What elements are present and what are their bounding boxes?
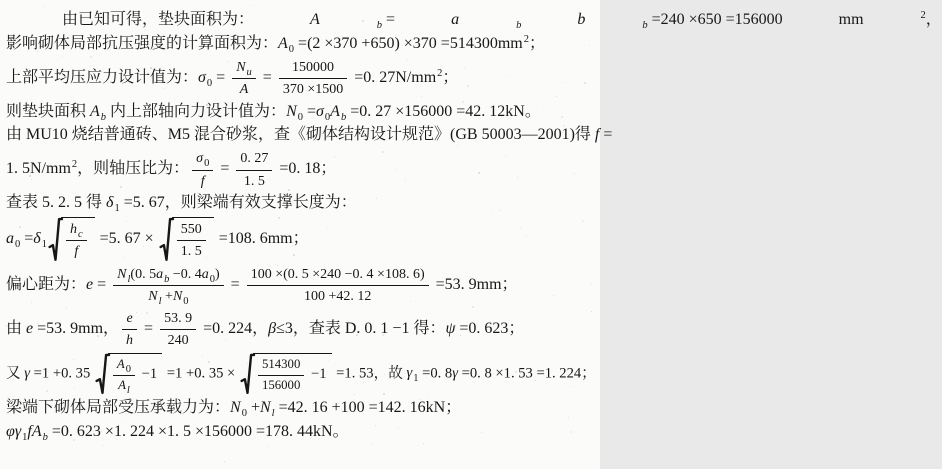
subscripted-symbol (15, 422, 28, 443)
symbol-subscript: 1 (22, 431, 28, 443)
unit-superscript: 2 (71, 159, 78, 171)
subscripted-symbol (156, 266, 169, 284)
fraction-numerator (113, 356, 135, 376)
subscripted-symbol (260, 398, 275, 419)
math-text: =53. 9mm； (431, 276, 518, 294)
formula-line (6, 58, 596, 99)
math-text: 又 (6, 365, 25, 382)
math-text: 240 (167, 333, 189, 349)
unit-superscript: 2 (523, 33, 529, 45)
subscripted-symbol (202, 266, 215, 284)
subscripted-symbol (6, 229, 20, 250)
square-root (241, 353, 332, 395)
symbol-subscript: 0 (288, 43, 295, 55)
symbol-base: σ (198, 68, 206, 86)
formula-line (6, 102, 596, 123)
math-variable: f (27, 422, 32, 440)
symbol-subscript: b (100, 111, 107, 123)
fraction-denominator (247, 286, 429, 306)
symbol-subscript: l (127, 273, 131, 285)
fraction (177, 220, 206, 261)
symbol-subscript: b (642, 20, 648, 31)
math-text: =0. 623 ×1. 224 ×1. 5 ×156000 =178. 44kN。 (47, 422, 349, 440)
math-text: 0. 27 (240, 151, 269, 167)
symbol-subscript: b (340, 111, 347, 123)
radicand (61, 217, 95, 262)
math-text: ) (215, 266, 220, 282)
math-text: 1. 5 (180, 244, 202, 260)
math-text: = (599, 126, 613, 144)
symbol-subscript: 1 (114, 203, 120, 215)
symbol-base: N (148, 289, 158, 305)
math-text: ≤3，查表 D. 0. 1 −1 得： (276, 320, 446, 338)
math-text: =5. 67，则梁端有效支撑长度为： (119, 194, 357, 212)
symbol-subscript: b (42, 431, 48, 443)
unit-base: mm (838, 11, 864, 28)
fraction-denominator (192, 171, 213, 191)
radicand (253, 353, 332, 395)
symbol-base: A (330, 102, 340, 120)
symbol-subscript: b (376, 20, 383, 31)
symbol-subscript: l (126, 384, 130, 396)
subscripted-symbol (230, 398, 247, 419)
math-variable: e (86, 276, 94, 294)
formula-line (6, 265, 596, 306)
fraction-denominator (177, 241, 206, 261)
fraction-numerator (279, 58, 347, 80)
formula-line (6, 149, 596, 190)
formula-line (6, 217, 596, 262)
square-root (160, 217, 214, 262)
superscripted-unit (498, 34, 529, 55)
subscripted-symbol (70, 221, 83, 239)
math-text: + (246, 398, 260, 416)
formula-line (6, 398, 596, 419)
math-text: (0. 5 (130, 266, 157, 282)
unit-base: mm (411, 68, 437, 86)
math-text: 影响砌体局部抗压强度的计算面积为： (6, 34, 279, 52)
fraction-denominator (236, 171, 272, 191)
fraction (236, 149, 272, 190)
fraction-denominator (122, 330, 137, 350)
unit-base: mm (497, 34, 523, 52)
math-text: =0. 18； (275, 160, 337, 178)
math-text: =108. 6mm； (214, 230, 309, 248)
math-text: 梁端下砌体局部受压承载力为： (6, 398, 231, 416)
symbol-base: σ (196, 151, 204, 167)
symbol-subscript: 0 (324, 111, 331, 123)
fraction-denominator (258, 376, 304, 394)
fraction (279, 58, 347, 99)
symbol-subscript: 0 (204, 158, 210, 170)
math-text: =1 +0. 35 × (163, 365, 239, 382)
math-variable: γ (24, 365, 31, 382)
math-variable: A (239, 82, 249, 98)
formula-line (6, 309, 596, 350)
fraction (160, 309, 196, 350)
math-text: 100 +42. 12 (303, 289, 372, 305)
math-variable: e (26, 320, 34, 338)
formula-line (6, 34, 596, 55)
subscripted-symbol (148, 288, 161, 306)
fraction-denominator (279, 79, 347, 99)
math-text: = (216, 160, 234, 178)
subscripted-symbol (406, 364, 418, 383)
subscripted-symbol (118, 378, 130, 394)
math-text: =0. 8 (418, 365, 453, 382)
math-variable: φ (6, 422, 15, 440)
fraction (258, 356, 304, 394)
math-variable: β (268, 320, 277, 338)
radicand (108, 353, 162, 395)
symbol-base: a (451, 11, 460, 28)
square-root (49, 217, 95, 262)
fraction-numerator (160, 309, 196, 331)
symbol-subscript: 0 (125, 363, 131, 375)
symbol-subscript: b (516, 20, 522, 31)
symbol-base: γ (14, 422, 22, 440)
math-variable: ψ (445, 320, 456, 338)
symbol-base: a (201, 266, 209, 282)
fraction-numerator (232, 58, 256, 80)
subscripted-symbol (395, 10, 521, 31)
math-text: = (20, 230, 34, 248)
math-variable: f (74, 244, 79, 260)
math-text: =1 +0. 35 (30, 365, 94, 382)
math-text: =1. 53，故 (332, 365, 407, 382)
symbol-base: N (172, 289, 183, 305)
square-root (96, 353, 162, 395)
symbol-base: N (230, 398, 241, 416)
formula-line (6, 193, 596, 214)
math-variable: γ (452, 365, 458, 382)
fraction-denominator (160, 330, 196, 350)
subscripted-symbol (278, 34, 294, 55)
fraction-denominator (66, 241, 87, 261)
fraction (113, 265, 224, 306)
unit-base: mm (46, 160, 71, 178)
math-text: + (161, 289, 173, 305)
symbol-subscript: l (271, 407, 275, 419)
math-text: 由已知可得，垫块面积为： (62, 11, 255, 28)
math-text: =0. 27N/ (350, 68, 412, 86)
symbol-subscript: 0 (241, 407, 247, 419)
symbol-base: A (116, 356, 125, 371)
symbol-base: a (156, 266, 164, 282)
fraction-numerator (192, 149, 213, 171)
subscripted-symbol (330, 102, 346, 123)
fraction (122, 309, 137, 350)
math-text: 查表 5. 2. 5 得 (6, 194, 107, 212)
subscripted-symbol (236, 59, 252, 77)
formula-line (6, 10, 942, 31)
math-text: 156000 (261, 377, 301, 392)
math-text: −0. 4 (169, 266, 202, 282)
math-text: 偏心距为： (6, 276, 87, 294)
math-text: 514300 (261, 356, 301, 371)
formula-line (6, 422, 596, 443)
math-text: ，则轴压比为： (77, 160, 190, 178)
superscripted-unit (46, 159, 77, 180)
symbol-base: σ (316, 102, 324, 120)
subscripted-symbol (173, 288, 189, 306)
math-text: =53. 9mm， (33, 320, 120, 338)
fraction-numerator (247, 265, 429, 287)
math-text: = (226, 276, 244, 294)
fraction-numerator (236, 149, 272, 171)
symbol-subscript: 0 (183, 296, 189, 308)
subscripted-symbol (521, 10, 647, 31)
fraction (232, 58, 256, 99)
subscripted-symbol (196, 150, 209, 168)
symbol-base: N (117, 266, 127, 282)
math-text: −1 (307, 366, 327, 383)
symbol-subscript: 0 (209, 273, 215, 285)
subscripted-symbol (316, 102, 330, 123)
math-text: = (93, 276, 111, 294)
symbol-subscript: 0 (15, 239, 21, 251)
math-text: 由 MU10 烧结普通砖、M5 混合砂浆，查《砌体结构设计规范》(GB 50003—2001)得 (6, 126, 595, 144)
math-text: 550 (180, 221, 202, 237)
formula-line (6, 125, 613, 146)
math-text: = (302, 102, 317, 120)
subscripted-symbol (32, 422, 48, 443)
symbol-subscript: l (158, 296, 162, 308)
fraction-numerator (258, 356, 304, 376)
symbol-base: δ (106, 194, 114, 212)
symbol-base: b (577, 11, 586, 28)
fraction-denominator (232, 79, 256, 99)
fraction (66, 220, 87, 261)
math-variable: f (594, 126, 600, 144)
symbol-subscript: 0 (206, 77, 213, 89)
math-text: 150000 (292, 59, 335, 75)
symbol-base: a (6, 230, 14, 248)
math-text: 由 (6, 320, 27, 338)
math-text: ， (925, 11, 942, 28)
fraction (113, 356, 135, 394)
math-text: =0. 224， (199, 320, 269, 338)
subscripted-symbol (117, 266, 130, 284)
symbol-base: A (31, 422, 42, 440)
unit-superscript: 2 (437, 67, 443, 79)
document-content (6, 10, 942, 443)
math-text: ； (528, 34, 545, 52)
symbol-base: N (236, 59, 246, 75)
symbol-base: δ (33, 230, 41, 248)
symbol-subscript: 1 (413, 373, 419, 385)
radicand (172, 217, 214, 262)
symbol-base: A (118, 377, 126, 392)
math-text: 53. 9 (164, 310, 193, 326)
fraction-numerator (122, 309, 137, 331)
math-variable: h (126, 333, 134, 349)
fraction-numerator (177, 220, 206, 242)
math-text: =5. 67 × (95, 230, 158, 248)
symbol-base: N (286, 102, 297, 120)
math-variable: e (126, 310, 133, 326)
math-text: 100 ×(0. 5 ×240 −0. 4 ×108. 6) (250, 266, 425, 282)
math-text: = (212, 68, 230, 86)
symbol-base: γ (406, 365, 413, 382)
unit-superscript: 2 (920, 10, 926, 21)
symbol-base: A (90, 102, 100, 120)
symbol-subscript: b (164, 273, 170, 285)
math-text: = (140, 320, 158, 338)
superscripted-unit (411, 68, 442, 89)
symbol-base: N (259, 398, 271, 416)
fraction-numerator (66, 220, 87, 242)
fraction (247, 265, 429, 306)
symbol-subscript: 0 (297, 111, 303, 123)
symbol-subscript: u (246, 66, 252, 78)
math-text: 370 ×1500 (282, 82, 344, 98)
symbol-base: h (69, 221, 77, 237)
math-text: 内上部轴向力设计值为： (106, 102, 287, 120)
math-text: =0. 27 ×156000 =42. 12kN。 (346, 102, 541, 120)
math-text: 1. 5N/ (6, 160, 46, 178)
subscripted-symbol (106, 193, 120, 214)
subscripted-symbol (33, 229, 47, 250)
symbol-base: A (278, 34, 288, 52)
symbol-subscript: c (77, 228, 83, 240)
math-text: 上部平均压应力设计值为： (6, 68, 199, 86)
math-variable: f (200, 173, 205, 189)
math-text: =0. 8 ×1. 53 =1. 224； (458, 365, 596, 382)
subscripted-symbol (198, 68, 212, 89)
subscripted-symbol (117, 357, 131, 373)
math-text: =42. 16 +100 =142. 16kN； (274, 398, 462, 416)
formula-line (6, 353, 596, 395)
math-text: −1 (137, 366, 158, 383)
math-text: = (382, 11, 396, 28)
fraction-numerator (113, 265, 224, 287)
subscripted-symbol (90, 102, 106, 123)
math-text: =0. 623； (455, 320, 525, 338)
fraction (192, 149, 213, 190)
superscripted-unit (783, 10, 926, 31)
fraction-denominator (113, 286, 224, 306)
math-text: 则垫块面积 (6, 102, 91, 120)
math-text: = (258, 68, 276, 86)
math-text: 1. 5 (243, 173, 265, 189)
subscripted-symbol (254, 10, 382, 31)
math-text: =(2 ×370 +650) ×370 =514300 (294, 34, 498, 52)
symbol-subscript: 1 (41, 239, 47, 251)
symbol-base: A (310, 11, 320, 28)
math-text: ； (442, 68, 459, 86)
fraction-denominator (113, 376, 135, 394)
subscripted-symbol (286, 102, 303, 123)
math-text: =240 ×650 =156000 (647, 11, 783, 28)
